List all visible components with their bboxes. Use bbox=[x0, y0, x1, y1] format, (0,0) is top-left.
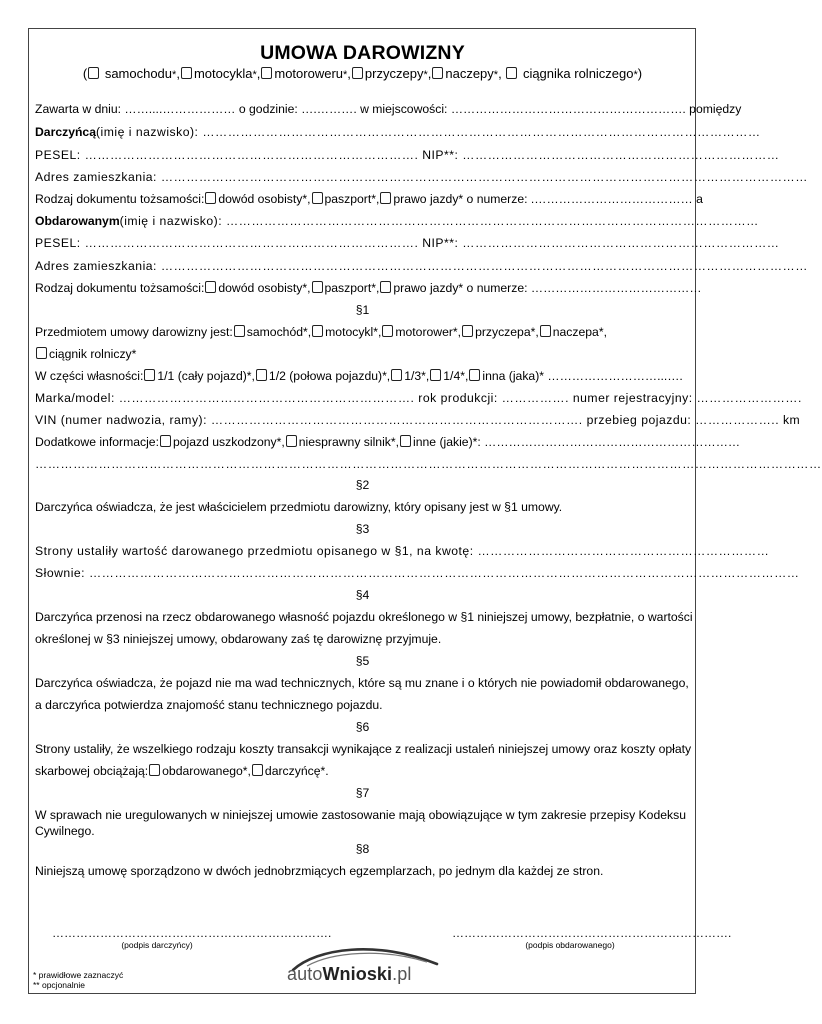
s1-opt-naczepa: naczepa*, bbox=[552, 325, 607, 339]
asterisk: * bbox=[633, 69, 638, 81]
document-title: UMOWA DAROWIZNY bbox=[260, 42, 465, 64]
extra-other-field[interactable]: inne (jakie)*: ……………………………………………………… bbox=[413, 435, 741, 449]
donor-doc-number-field[interactable]: prawo jazdy* o numerze: .………………………………… a bbox=[393, 192, 703, 206]
donor-name-field[interactable]: (imię i nazwisko): …………………………………………………………………………………………………………………… bbox=[95, 125, 761, 139]
donee-doc-label: Rodzaj dokumentu tożsamości: bbox=[35, 281, 205, 295]
section-2-heading: §2 bbox=[355, 478, 370, 492]
share-1-1: 1/1 (cały pojazd)*, bbox=[157, 369, 255, 383]
checkbox-share-other[interactable] bbox=[469, 369, 480, 381]
checkbox-share-1-3[interactable] bbox=[391, 369, 402, 381]
separator: , bbox=[347, 66, 351, 81]
section-8-text: Niniejszą umowę sporządzono w dwóch jednobrzmiących egzemplarzach, po jednym dla każdej ze stron. bbox=[35, 864, 604, 878]
costs-donee: obdarowanego*, bbox=[162, 764, 251, 778]
vin-field[interactable]: VIN (numer nadwozia, ramy): ……………………………………………………………………………. przebieg pojazdu: ……………….. km bbox=[35, 413, 801, 427]
separator: , bbox=[427, 66, 432, 81]
logo-part-pl: .pl bbox=[392, 964, 412, 984]
s1-opt-motorower: motorower*, bbox=[395, 325, 462, 339]
section-6-text-1: Strony ustaliły, że wszelkiego rodzaju koszty transakcji wynikające z realizacji ustaleń niniejszej umowy oraz koszty opłaty bbox=[35, 742, 692, 756]
checkbox-s1-samochod[interactable] bbox=[234, 325, 245, 337]
checkbox-donor-paszport[interactable] bbox=[312, 192, 323, 204]
option-motocykla: motocykla bbox=[193, 66, 253, 81]
date-place-line[interactable]: Zawarta w dniu: ……....……………… o godzinie: ….………. w miejscowości: …………………………………………………. pomiędzy bbox=[35, 102, 742, 116]
checkbox-damaged[interactable] bbox=[160, 435, 171, 447]
donee-doc-dowod: dowód osobisty*, bbox=[218, 281, 311, 295]
section-2-text: Darczyńca oświadcza, że jest właścicielem przedmiotu darowizny, który opisany jest w §1 umowy. bbox=[35, 500, 563, 514]
asterisk: * bbox=[423, 69, 428, 81]
donee-signature-line[interactable]: ……………………………………………………………. bbox=[452, 926, 732, 940]
section-1-heading: §1 bbox=[355, 303, 370, 317]
make-model-line[interactable] bbox=[35, 390, 802, 406]
vin-line[interactable] bbox=[35, 412, 801, 428]
checkbox-naczepa[interactable] bbox=[432, 67, 443, 79]
asterisk: * bbox=[172, 69, 177, 81]
donee-signature-caption: (podpis obdarowanego) bbox=[525, 940, 615, 950]
s1-opt-przyczepa: przyczepa*, bbox=[475, 325, 539, 339]
section-5-text-1: Darczyńca oświadcza, że pojazd nie ma wad technicznych, które są mu znane i o których nie powiadomił obdarowanego, bbox=[35, 676, 689, 690]
share-1-2: 1/2 (połowa pojazdu)*, bbox=[268, 369, 391, 383]
section-7-text-1: W sprawach nie uregulowanych w niniejszej umowie zastosowanie mają obowiązujące w tym zakresie przepisy Kodeksu bbox=[35, 808, 686, 822]
checkbox-przyczepa[interactable] bbox=[352, 67, 363, 79]
logo-part-auto: auto bbox=[287, 964, 323, 984]
donor-address-line[interactable] bbox=[35, 169, 808, 185]
subject-line bbox=[35, 324, 607, 340]
donor-pesel-field[interactable]: PESEL: ……………………………………………………………………. NIP**: ………………………………………………………………… bbox=[35, 148, 780, 162]
checkbox-donee-paszport[interactable] bbox=[312, 281, 323, 293]
checkbox-s1-ciagnik[interactable] bbox=[36, 347, 47, 359]
separator: , bbox=[256, 66, 261, 81]
costs-label: skarbowej obciążają: bbox=[35, 764, 149, 778]
checkbox-share-1-4[interactable] bbox=[430, 369, 441, 381]
donee-name-field[interactable]: (imię i nazwisko): ……………………………………………………………………………………………………………… bbox=[119, 214, 759, 228]
s1-opt-samochod: samochód*, bbox=[246, 325, 312, 339]
section-7-heading: §7 bbox=[355, 786, 370, 800]
checkbox-engine[interactable] bbox=[286, 435, 297, 447]
checkbox-donee-dowod[interactable] bbox=[205, 281, 216, 293]
section-5-text-2: a darczyńca potwierdza znajomość stanu technicznego pojazdu. bbox=[35, 698, 383, 712]
donee-address-field[interactable]: Adres zamieszkania: ……………………………………………………………………………………………………………………………………… bbox=[35, 259, 808, 273]
separator: , bbox=[498, 66, 502, 81]
value-line[interactable] bbox=[35, 543, 770, 559]
extra-label: Dodatkowe informacje: bbox=[35, 435, 159, 449]
donee-pesel-line[interactable] bbox=[35, 235, 780, 251]
checkbox-donee-prawo-jazdy[interactable] bbox=[380, 281, 391, 293]
section-6-text-2 bbox=[35, 763, 329, 779]
logo-text bbox=[287, 964, 411, 985]
section-8-heading: §8 bbox=[355, 842, 370, 856]
share-1-4: 1/4*, bbox=[443, 369, 469, 383]
donee-pesel-field[interactable]: PESEL: ……………………………………………………………………. NIP**: ………………………………………………………………… bbox=[35, 236, 780, 250]
section-7-text-2: Cywilnego. bbox=[35, 824, 95, 838]
donee-name-line[interactable] bbox=[35, 213, 759, 229]
donor-address-field[interactable]: Adres zamieszkania: ……………………………………………………………………………………………………………………………………… bbox=[35, 170, 808, 184]
section-3-heading: §3 bbox=[355, 522, 370, 536]
checkbox-other[interactable] bbox=[400, 435, 411, 447]
asterisk: * bbox=[343, 69, 348, 81]
make-model-field[interactable]: Marka/model: ……………………………………………………………. rok produkcji: ……………. numer rejestracyjny: ……………………. bbox=[35, 391, 802, 405]
share-label: W części własności: bbox=[35, 369, 144, 383]
subject-label: Przedmiotem umowy darowizny jest: bbox=[35, 325, 233, 339]
extra-engine: niesprawny silnik*, bbox=[298, 435, 400, 449]
value-words-line[interactable] bbox=[35, 565, 800, 581]
option-ciagnika: ciągnika rolniczego bbox=[522, 66, 634, 81]
checkbox-costs-donee[interactable] bbox=[149, 764, 160, 776]
section-4-heading: §4 bbox=[355, 588, 370, 602]
option-motoroweru: motoroweru bbox=[274, 66, 344, 81]
donor-signature-line[interactable]: ……………………………………………………………. bbox=[52, 926, 332, 940]
donor-name-line[interactable] bbox=[35, 124, 761, 140]
option-naczepy: naczepy bbox=[445, 66, 494, 81]
donee-id-document-line bbox=[35, 280, 702, 296]
option-przyczepy: przyczepy bbox=[364, 66, 424, 81]
checkbox-share-1-1[interactable] bbox=[144, 369, 155, 381]
section-4-text-2: określonej w §3 niniejszej umowy, obdarowany zaś tę darowiznę przyjmuje. bbox=[35, 632, 442, 646]
checkbox-s1-naczepa[interactable] bbox=[540, 325, 551, 337]
checkbox-costs-donor[interactable] bbox=[252, 764, 263, 776]
option-samochodu: samochodu bbox=[104, 66, 173, 81]
section-6-heading: §6 bbox=[355, 720, 370, 734]
donor-signature-caption: (podpis darczyńcy) bbox=[121, 940, 193, 950]
ownership-share-line bbox=[35, 368, 683, 384]
donor-doc-dowod: dowód osobisty*, bbox=[218, 192, 311, 206]
donor-pesel-line[interactable] bbox=[35, 147, 780, 163]
extra-info-line-2[interactable] bbox=[35, 456, 822, 472]
checkbox-ciagnik[interactable] bbox=[506, 67, 517, 79]
extra-info-field[interactable]: …………………………………………………………………………………………………………………………………………………………………… bbox=[35, 457, 822, 471]
costs-donor: darczyńcę*. bbox=[264, 764, 329, 778]
subject-line-2 bbox=[35, 346, 136, 362]
donee-address-line[interactable] bbox=[35, 258, 808, 274]
autownioski-logo bbox=[287, 944, 447, 992]
checkbox-s1-motorower[interactable] bbox=[382, 325, 393, 337]
subtitle-open: ( bbox=[82, 66, 88, 81]
donor-id-document-line bbox=[35, 191, 703, 207]
donor-doc-label: Rodzaj dokumentu tożsamości: bbox=[35, 192, 205, 206]
donee-doc-paszport: paszport*, bbox=[324, 281, 380, 295]
value-field[interactable]: Strony ustaliły wartość darowanego przedmiotu opisanego w §1, na kwotę: …………………………………………………………… bbox=[35, 544, 770, 558]
checkbox-s1-motocykl[interactable] bbox=[312, 325, 323, 337]
checkbox-donor-dowod[interactable] bbox=[205, 192, 216, 204]
extra-info-line bbox=[35, 434, 740, 450]
value-words-field[interactable]: Słownie: …………………………………………………………………………………………………………………………………………………… bbox=[35, 566, 800, 580]
section-4-text-1: Darczyńca przenosi na rzecz obdarowanego własność pojazdu określonego w §1 niniejszej umowy, bezpłatnie, o wartości bbox=[35, 610, 693, 624]
section-5-heading: §5 bbox=[355, 654, 370, 668]
checkbox-motocykl[interactable] bbox=[181, 67, 192, 79]
checkbox-donor-prawo-jazdy[interactable] bbox=[380, 192, 391, 204]
share-1-3: 1/3*, bbox=[404, 369, 430, 383]
donor-label: Darczyńcą bbox=[35, 125, 96, 139]
subtitle-close: ) bbox=[637, 66, 643, 81]
asterisk: * bbox=[252, 69, 257, 81]
footnote-1: * prawidłowe zaznaczyć bbox=[33, 970, 124, 980]
separator: , bbox=[176, 66, 180, 81]
s1-opt-ciagnik: ciągnik rolniczy* bbox=[49, 347, 137, 361]
checkbox-motorower[interactable] bbox=[261, 67, 272, 79]
donor-doc-paszport: paszport*, bbox=[324, 192, 380, 206]
checkbox-samochod[interactable] bbox=[88, 67, 99, 79]
footnote-2: ** opcjonalnie bbox=[33, 980, 85, 990]
extra-damaged: pojazd uszkodzony*, bbox=[172, 435, 285, 449]
checkbox-share-1-2[interactable] bbox=[256, 369, 267, 381]
asterisk: * bbox=[493, 69, 499, 81]
s1-opt-motocykl: motocykl*, bbox=[325, 325, 382, 339]
share-other-field[interactable]: inna (jaka)* ………………………...…. bbox=[482, 369, 683, 383]
vehicle-type-options bbox=[0, 66, 725, 81]
logo-part-wnioski: Wnioski bbox=[322, 964, 393, 984]
checkbox-s1-przyczepa[interactable] bbox=[462, 325, 473, 337]
donee-label: Obdarowanym bbox=[35, 214, 120, 228]
donee-doc-number-field[interactable]: prawo jazdy* o numerze: …………………………………… bbox=[393, 281, 702, 295]
